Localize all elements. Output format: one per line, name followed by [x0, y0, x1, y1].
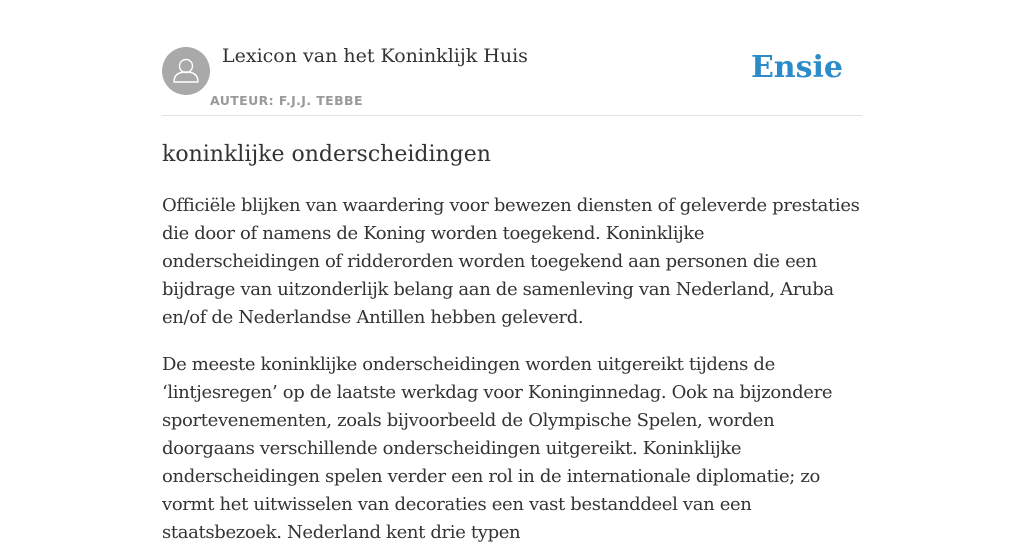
entry-card [162, 0, 862, 547]
author-name[interactable]: F.J.J. TEBBE [278, 93, 363, 108]
entry-paragraph: De meeste koninklijke onderscheidingen worden uitgereikt tijdens de ‘lintjesregen’ op de laatste werkdag voor Koninginnedag. Ook na bijzondere sportevenementen, zoals bijvoorbeeld de Olympische Spelen, worden doorgaans verschillende onderscheidingen uitgereikt. Koninklijke onderscheidingen spelen verder een rol in de internationale diplomatie; zo vormt het uitwisselen van decoraties een vast bestanddeel van een staatsbezoek. Nederland kent drie typen [162, 354, 833, 543]
author-label: AUTEUR: [210, 93, 275, 108]
author-byline [210, 93, 363, 108]
user-silhouette-icon [162, 47, 210, 95]
entry-paragraph: Officiële blijken van waardering voor bewezen diensten of geleverde prestaties die door of namens de Koning worden toegekend. Koninklijke onderscheidingen of ridderorden worden toegekend aan personen die een bijdrage van uitzonderlijk belang aan de samenleving van Nederland, Aruba en/of de Nederlandse Antillen hebben geleverd. [162, 195, 860, 328]
entry-title: koninklijke onderscheidingen [162, 142, 491, 167]
entry-header [162, 0, 862, 116]
ensie-logo[interactable]: Ensie [750, 50, 843, 85]
avatar[interactable] [162, 47, 210, 95]
book-title[interactable]: Lexicon van het Koninklijk Huis [222, 45, 528, 67]
